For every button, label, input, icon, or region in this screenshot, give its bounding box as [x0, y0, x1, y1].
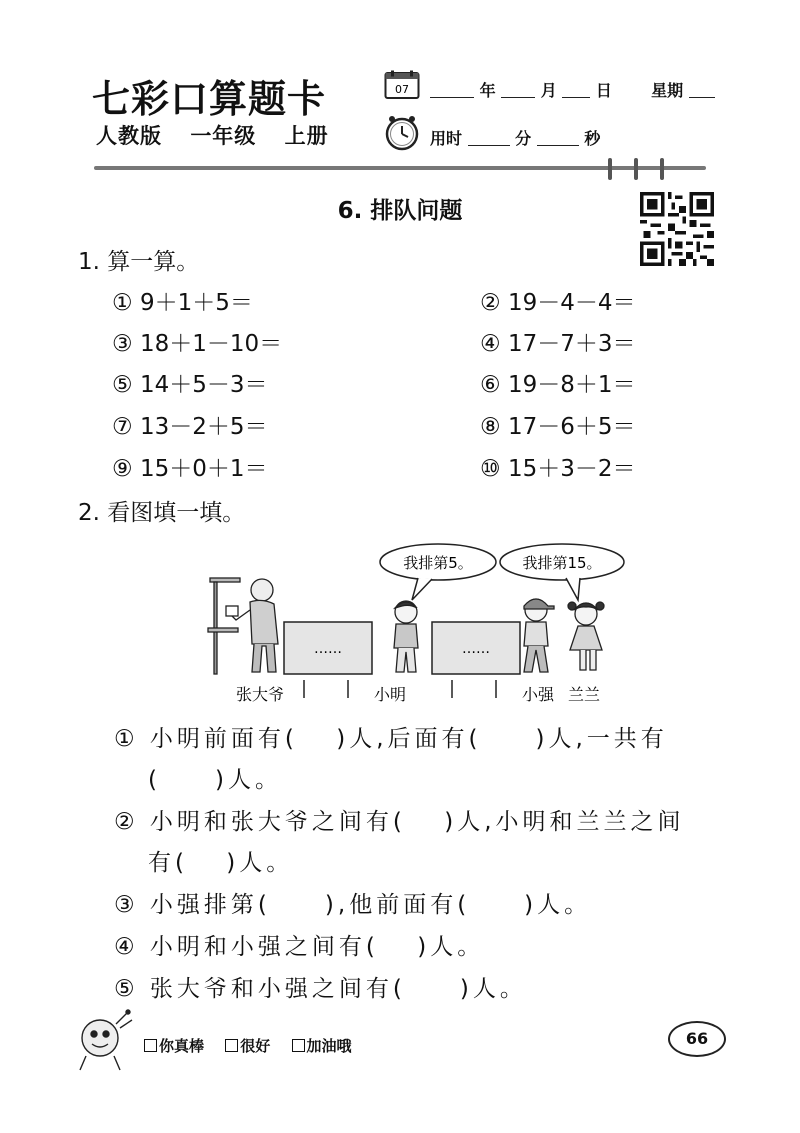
problem-expression: 9＋1＋5＝ [139, 290, 253, 316]
problem-expression: 19－8＋1＝ [507, 372, 636, 398]
brand-title: 七彩口算题卡 [92, 76, 327, 121]
fill-line-2: ② 小明和张大爷之间有( )人,小明和兰兰之间 [114, 809, 685, 835]
checkbox-icon[interactable] [292, 1039, 305, 1052]
problem-5: ⑤ 14＋5－3＝ [112, 372, 268, 398]
edition-label: 人教版 [96, 124, 162, 148]
section-title: 6. 排队问题 [337, 198, 463, 224]
problem-expression: 13－2＋5＝ [139, 414, 268, 440]
mascot-icon [70, 1004, 136, 1074]
queue-illustration [206, 540, 626, 710]
volume-label: 上册 [284, 124, 329, 148]
problem-expression: 18＋1－10＝ [139, 331, 283, 357]
problem-4: ④ 17－7＋3＝ [480, 331, 636, 357]
problem-expression: 15＋0＋1＝ [139, 456, 268, 482]
dots-right: …… [462, 641, 490, 657]
date-fields [430, 78, 715, 101]
binder-clips-icon [600, 156, 672, 182]
problem-6: ⑥ 19－8＋1＝ [480, 372, 636, 398]
speech-bubble-xiaoming [380, 544, 496, 600]
fill-line-4: ④ 小明和小强之间有( )人。 [114, 934, 485, 960]
time-fields [430, 126, 600, 149]
fill-line-2-cont: 有( )人。 [148, 850, 294, 876]
fill-line-3: ③ 小强排第( ),他前面有( )人。 [114, 892, 592, 918]
minutes-label: 分 [515, 129, 532, 148]
seconds-blank[interactable] [537, 145, 579, 146]
fill-line-1-cont: ( )人。 [148, 767, 282, 793]
checkbox-icon[interactable] [225, 1039, 238, 1052]
question-1-heading: 1. 算一算。 [78, 249, 200, 275]
problem-9: ⑨ 15＋0＋1＝ [112, 456, 268, 482]
queue-box-right [432, 622, 520, 674]
xiaoming-figure [394, 601, 418, 672]
rating-keep-going[interactable]: 加油哦 [292, 1037, 352, 1055]
checkbox-icon[interactable] [144, 1039, 157, 1052]
qr-code-icon[interactable] [640, 192, 714, 266]
problem-expression: 14＋5－3＝ [139, 372, 268, 398]
speech-bubble-lanlan [500, 544, 624, 600]
grandpa-figure [208, 578, 278, 674]
label-lanlan: 兰兰 [568, 685, 601, 704]
xiaoqiang-figure [524, 599, 554, 672]
weekday-blank[interactable] [689, 97, 715, 98]
problem-10: ⑩ 15＋3－2＝ [480, 456, 636, 482]
rating-great[interactable]: 你真棒 [144, 1037, 204, 1055]
queue-box-left [284, 622, 372, 674]
month-blank[interactable] [501, 97, 535, 98]
grade-label: 一年级 [190, 124, 257, 148]
month-label: 月 [540, 81, 557, 100]
self-rating [144, 1035, 368, 1056]
fill-line-1: ① 小明前面有( )人,后面有( )人,一共有 [114, 726, 668, 752]
label-xiaoqiang: 小强 [522, 685, 555, 704]
page-number: 66 [668, 1021, 726, 1057]
minutes-blank[interactable] [468, 145, 510, 146]
lanlan-figure [568, 602, 604, 670]
problem-expression: 15＋3－2＝ [507, 456, 636, 482]
day-label: 日 [595, 81, 612, 100]
problem-expression: 17－6＋5＝ [507, 414, 636, 440]
clock-icon [384, 115, 420, 151]
problem-expression: 19－4－4＝ [507, 290, 636, 316]
calendar-icon [384, 70, 420, 100]
seconds-label: 秒 [584, 129, 601, 148]
problem-3: ③ 18＋1－10＝ [112, 331, 283, 357]
time-label: 用时 [430, 129, 463, 148]
fill-line-5: ⑤ 张大爷和小强之间有( )人。 [114, 976, 527, 1002]
year-blank[interactable] [430, 97, 474, 98]
calendar-number: 07 [395, 83, 409, 96]
dots-left: …… [314, 641, 342, 657]
edition-info [96, 120, 349, 150]
weekday-label: 星期 [651, 81, 684, 100]
problem-expression: 17－7＋3＝ [507, 331, 636, 357]
label-xiaoming: 小明 [374, 685, 407, 704]
day-blank[interactable] [562, 97, 590, 98]
bubble-lanlan-text: 我排第15。 [522, 554, 602, 572]
label-zhang: 张大爷 [236, 685, 285, 704]
question-2-heading: 2. 看图填一填。 [78, 500, 246, 526]
problem-2: ② 19－4－4＝ [480, 290, 636, 316]
rating-good[interactable]: 很好 [225, 1037, 270, 1055]
bubble-xiaoming-text: 我排第5。 [403, 554, 473, 572]
year-label: 年 [479, 81, 496, 100]
problem-8: ⑧ 17－6＋5＝ [480, 414, 636, 440]
problem-1: ① 9＋1＋5＝ [112, 290, 253, 316]
problem-7: ⑦ 13－2＋5＝ [112, 414, 268, 440]
